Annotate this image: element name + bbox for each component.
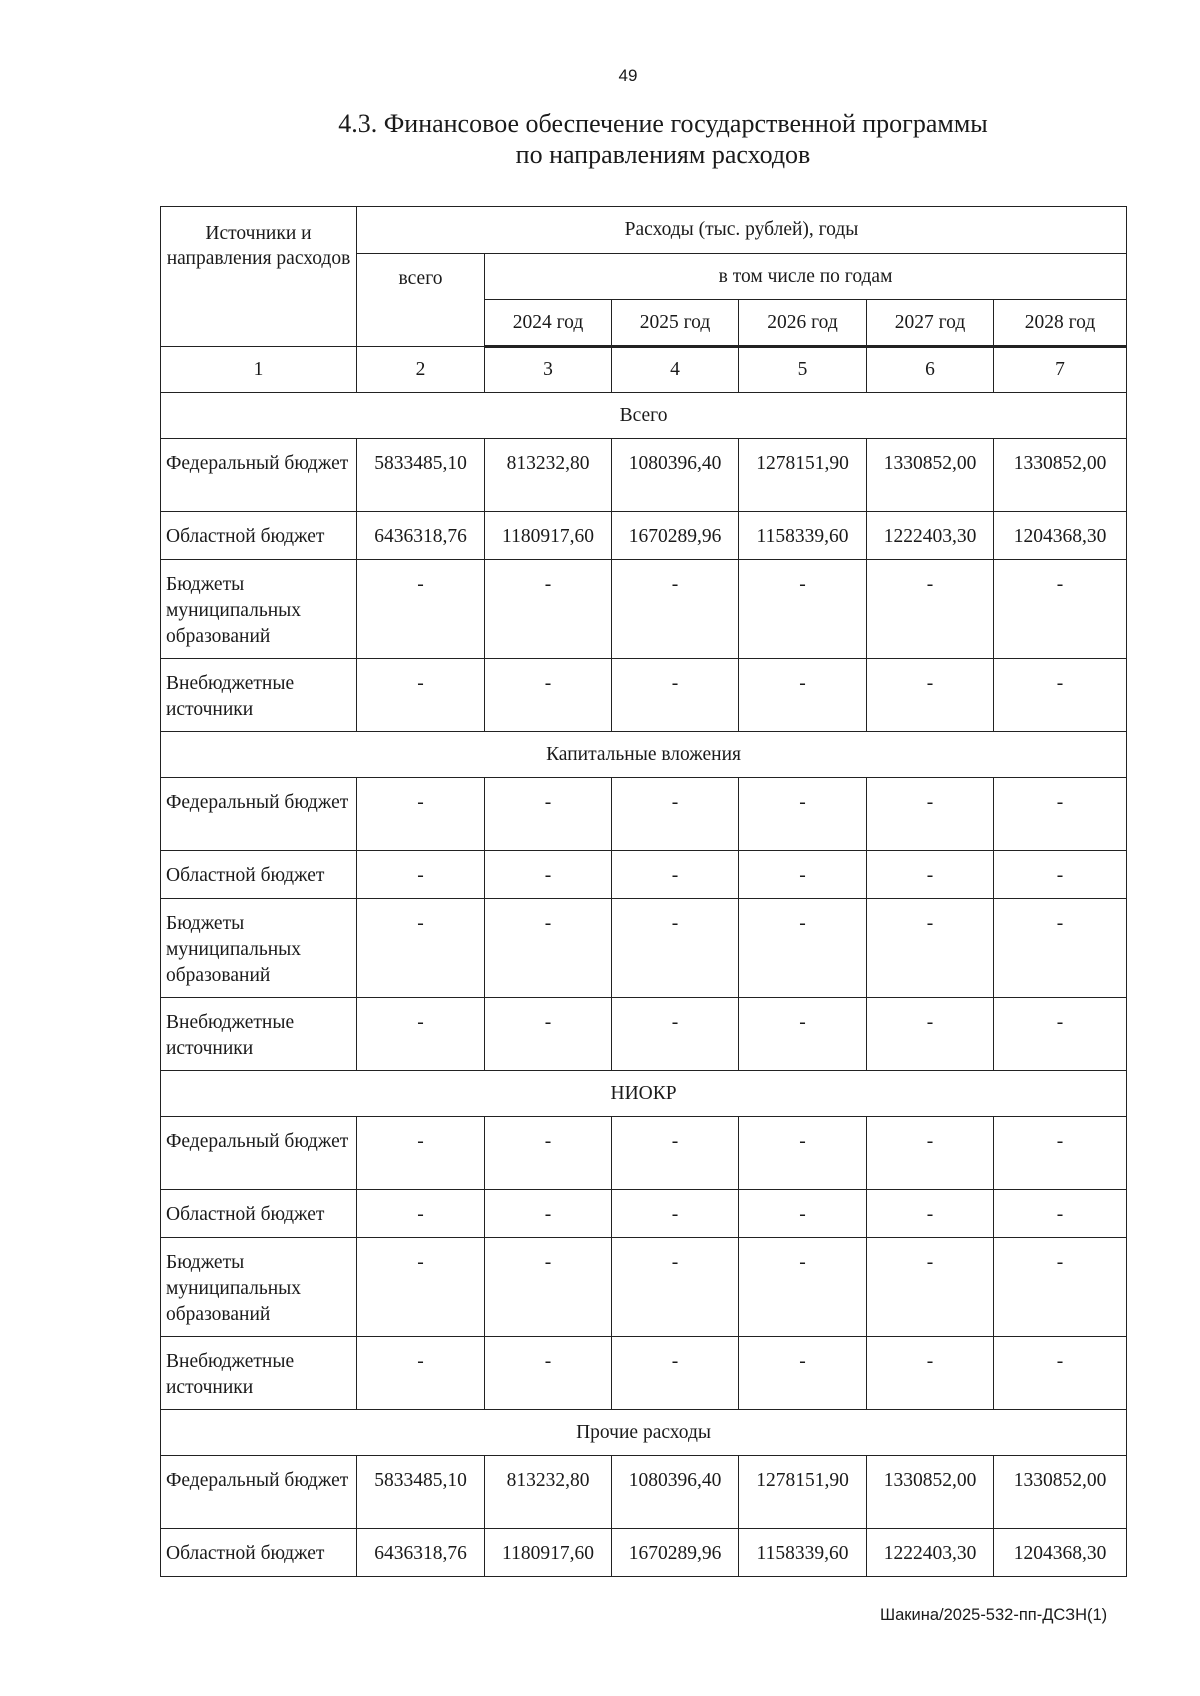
row-value: - <box>867 560 994 659</box>
table-row <box>161 1190 1127 1238</box>
row-value: - <box>485 851 612 899</box>
row-value: - <box>867 659 994 732</box>
row-value: 1222403,30 <box>867 512 994 560</box>
column-number: 3 <box>485 347 612 393</box>
table-row <box>161 439 1127 512</box>
row-value: 1670289,96 <box>612 512 739 560</box>
table-row <box>161 1337 1127 1410</box>
row-value: 5833485,10 <box>357 1456 485 1529</box>
table-row <box>161 899 1127 998</box>
row-value: - <box>485 1238 612 1337</box>
row-value: - <box>994 851 1127 899</box>
row-value: - <box>739 899 867 998</box>
row-value: - <box>357 659 485 732</box>
header-expenses: Расходы (тыс. рублей), годы <box>357 207 1127 254</box>
row-value: - <box>485 778 612 851</box>
row-value: - <box>994 1117 1127 1190</box>
row-value: - <box>485 1190 612 1238</box>
column-number: 2 <box>357 347 485 393</box>
row-value: - <box>739 1337 867 1410</box>
row-value: - <box>357 851 485 899</box>
row-value: 1330852,00 <box>994 439 1127 512</box>
row-value: - <box>994 659 1127 732</box>
row-value: - <box>867 1190 994 1238</box>
header-year-2026: 2026 год <box>739 300 867 347</box>
row-value: 1278151,90 <box>739 439 867 512</box>
row-value: 6436318,76 <box>357 512 485 560</box>
row-value: 1330852,00 <box>867 1456 994 1529</box>
row-value: - <box>612 899 739 998</box>
row-value: 1158339,60 <box>739 512 867 560</box>
row-value: - <box>867 851 994 899</box>
row-value: - <box>994 998 1127 1071</box>
row-value: - <box>867 899 994 998</box>
row-value: 1204368,30 <box>994 512 1127 560</box>
table-row <box>161 560 1127 659</box>
row-value: - <box>612 851 739 899</box>
row-value: 5833485,10 <box>357 439 485 512</box>
title-line-1: 4.3. Финансовое обеспечение государственной программы <box>338 109 988 138</box>
column-number: 6 <box>867 347 994 393</box>
row-value: - <box>612 1117 739 1190</box>
row-value: - <box>739 851 867 899</box>
header-total: всего <box>357 254 485 347</box>
row-value: - <box>612 1337 739 1410</box>
row-value: - <box>867 1337 994 1410</box>
row-value: 1330852,00 <box>994 1456 1127 1529</box>
row-value: - <box>612 998 739 1071</box>
row-label: Внебюджетные источники <box>161 659 357 732</box>
row-value: - <box>867 1238 994 1337</box>
row-value: - <box>994 1190 1127 1238</box>
column-number: 1 <box>161 347 357 393</box>
row-value: - <box>357 1337 485 1410</box>
row-value: - <box>739 1117 867 1190</box>
section-row <box>161 1410 1127 1456</box>
section-row <box>161 1071 1127 1117</box>
row-label: Областной бюджет <box>161 851 357 899</box>
row-label: Бюджеты муниципальных образований <box>161 899 357 998</box>
row-label: Областной бюджет <box>161 512 357 560</box>
section-title: Капитальные вложения <box>161 732 1127 778</box>
section-row <box>161 732 1127 778</box>
row-value: - <box>485 998 612 1071</box>
row-value: 1158339,60 <box>739 1529 867 1577</box>
section-row <box>161 393 1127 439</box>
column-number: 7 <box>994 347 1127 393</box>
row-value: - <box>867 998 994 1071</box>
header-year-2024: 2024 год <box>485 300 612 347</box>
row-value: - <box>612 560 739 659</box>
row-value: 1222403,30 <box>867 1529 994 1577</box>
column-number-row <box>161 347 1127 393</box>
header-sources: Источники и направления расходов <box>161 207 357 347</box>
row-value: 1670289,96 <box>612 1529 739 1577</box>
section-title: Всего <box>161 393 1127 439</box>
row-label: Федеральный бюджет <box>161 1456 357 1529</box>
row-value: - <box>994 560 1127 659</box>
row-value: 1080396,40 <box>612 439 739 512</box>
row-label: Федеральный бюджет <box>161 439 357 512</box>
row-value: - <box>739 998 867 1071</box>
table-row <box>161 1456 1127 1529</box>
row-value: - <box>357 899 485 998</box>
table-row <box>161 659 1127 732</box>
row-label: Внебюджетные источники <box>161 1337 357 1410</box>
row-value: 813232,80 <box>485 439 612 512</box>
row-value: - <box>994 1337 1127 1410</box>
row-value: - <box>867 778 994 851</box>
row-value: 1330852,00 <box>867 439 994 512</box>
row-value: - <box>612 1238 739 1337</box>
table-row <box>161 1238 1127 1337</box>
row-value: - <box>612 1190 739 1238</box>
row-value: 6436318,76 <box>357 1529 485 1577</box>
table-row <box>161 851 1127 899</box>
row-label: Бюджеты муниципальных образований <box>161 1238 357 1337</box>
row-value: - <box>994 899 1127 998</box>
row-value: 1180917,60 <box>485 1529 612 1577</box>
table-row <box>161 1117 1127 1190</box>
financing-table <box>160 206 1127 1577</box>
table-row <box>161 512 1127 560</box>
row-value: - <box>612 659 739 732</box>
row-value: - <box>739 778 867 851</box>
row-value: - <box>357 1238 485 1337</box>
header-by-years: в том числе по годам <box>485 254 1127 300</box>
row-value: - <box>867 1117 994 1190</box>
column-number: 4 <box>612 347 739 393</box>
row-value: - <box>485 899 612 998</box>
row-value: - <box>739 659 867 732</box>
row-value: 1180917,60 <box>485 512 612 560</box>
row-label: Областной бюджет <box>161 1190 357 1238</box>
table-row <box>161 778 1127 851</box>
row-value: - <box>739 560 867 659</box>
header-year-2027: 2027 год <box>867 300 994 347</box>
row-label: Федеральный бюджет <box>161 1117 357 1190</box>
row-value: - <box>739 1190 867 1238</box>
document-title <box>150 108 1176 170</box>
section-title: НИОКР <box>161 1071 1127 1117</box>
row-value: 1204368,30 <box>994 1529 1127 1577</box>
row-value: - <box>994 1238 1127 1337</box>
row-label: Областной бюджет <box>161 1529 357 1577</box>
row-label: Бюджеты муниципальных образований <box>161 560 357 659</box>
row-value: - <box>485 1117 612 1190</box>
row-value: - <box>357 560 485 659</box>
row-value: - <box>357 1190 485 1238</box>
header-year-2025: 2025 год <box>612 300 739 347</box>
row-value: - <box>612 778 739 851</box>
row-value: - <box>357 998 485 1071</box>
row-value: 813232,80 <box>485 1456 612 1529</box>
header-year-2028: 2028 год <box>994 300 1127 347</box>
row-value: - <box>485 560 612 659</box>
title-line-2: по направлениям расходов <box>515 140 811 169</box>
row-value: - <box>739 1238 867 1337</box>
row-value: - <box>357 778 485 851</box>
row-value: 1278151,90 <box>739 1456 867 1529</box>
row-label: Федеральный бюджет <box>161 778 357 851</box>
column-number: 5 <box>739 347 867 393</box>
row-value: 1080396,40 <box>612 1456 739 1529</box>
table-row <box>161 998 1127 1071</box>
row-value: - <box>357 1117 485 1190</box>
document-footer: Шакина/2025-532-пп-ДСЗН(1) <box>880 1606 1108 1624</box>
page-number: 49 <box>618 66 638 85</box>
row-label: Внебюджетные источники <box>161 998 357 1071</box>
table-row <box>161 1529 1127 1577</box>
row-value: - <box>994 778 1127 851</box>
row-value: - <box>485 1337 612 1410</box>
section-title: Прочие расходы <box>161 1410 1127 1456</box>
row-value: - <box>485 659 612 732</box>
